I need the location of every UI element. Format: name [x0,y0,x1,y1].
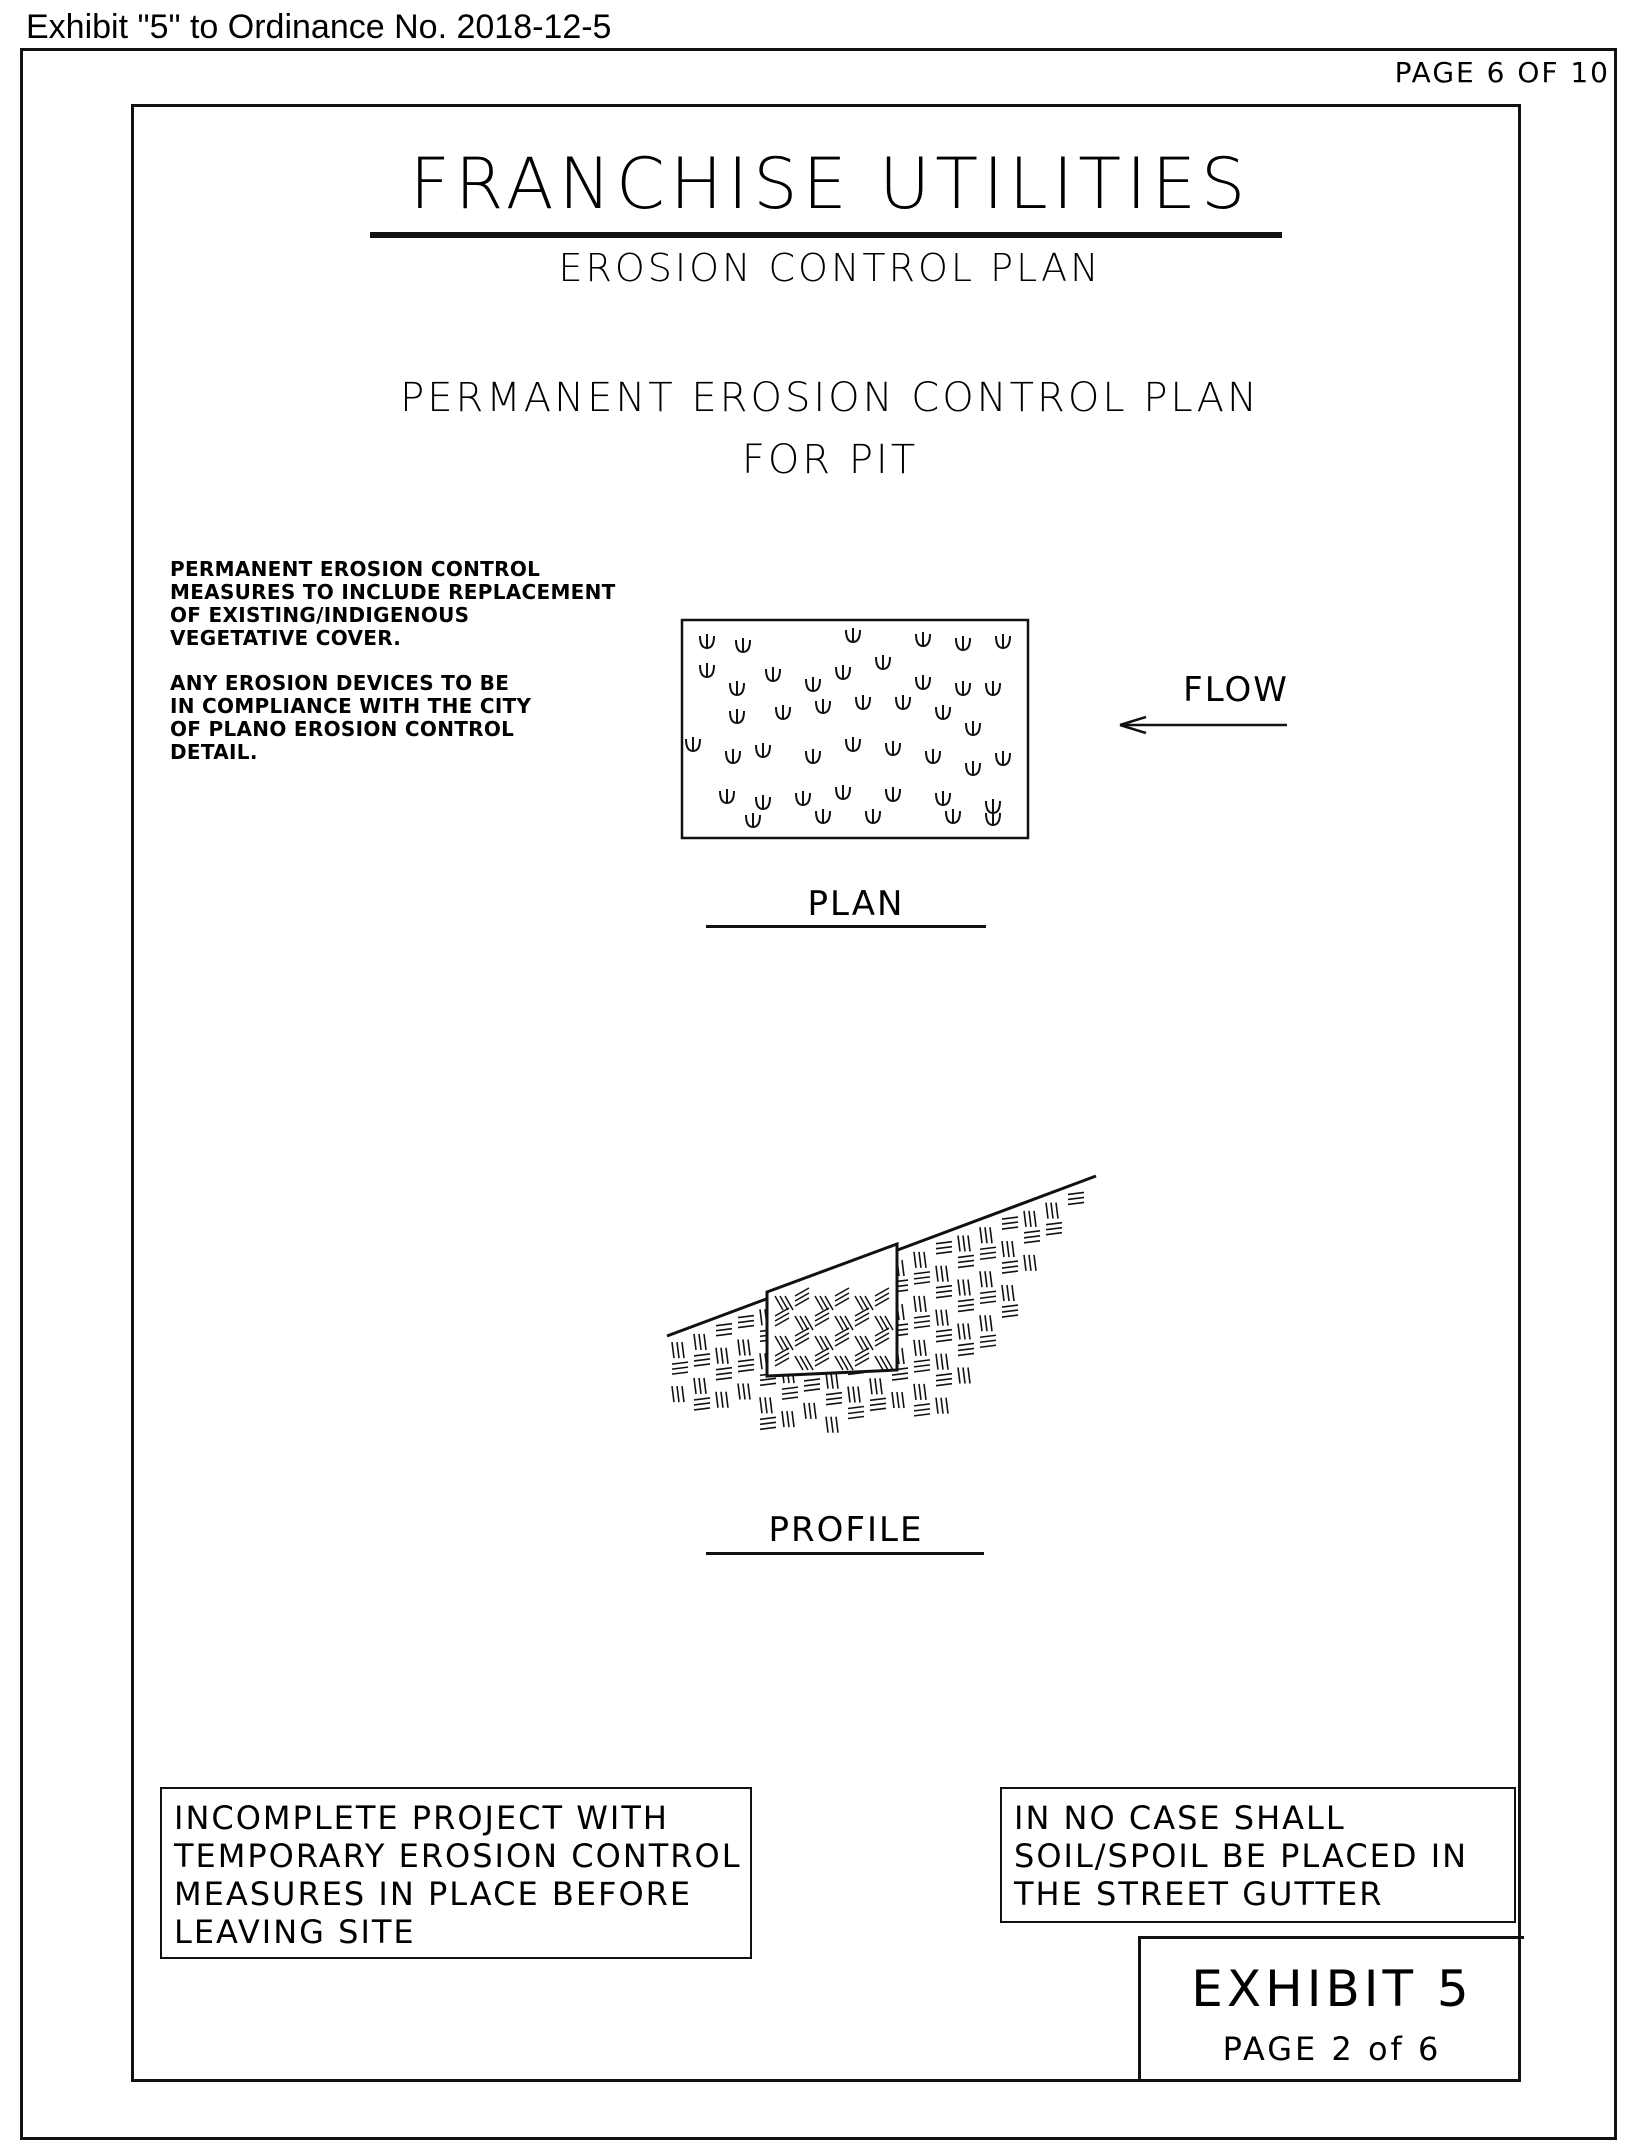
soil-hatch-mark [892,1392,904,1408]
soil-hatch-mark [716,1392,728,1408]
soil-hatch-mark [716,1324,732,1336]
grass-tuft-icon [816,809,830,823]
soil-hatch-mark [760,1417,776,1429]
plan-view-area [682,620,1028,838]
grass-tuft-icon [986,681,1000,695]
soil-hatch-mark [914,1340,926,1356]
soil-hatch-mark [1046,1223,1062,1235]
soil-hatch-mark [1002,1261,1018,1273]
soil-hatch-mark [826,1373,838,1389]
grass-tuft-icon [966,761,980,775]
soil-hatch-mark [914,1316,930,1328]
note-line: THE STREET GUTTER [1014,1875,1384,1913]
soil-hatch-mark [936,1310,948,1326]
soil-hatch-mark [914,1404,930,1416]
soil-hatch-mark [870,1378,882,1394]
soil-hatch-mark [782,1411,794,1427]
soil-hatch-mark [936,1242,952,1254]
grass-tuft-icon [916,675,930,689]
soil-hatch-mark [980,1227,992,1243]
soil-hatch-mark [958,1235,970,1251]
soil-hatch-mark [870,1398,886,1410]
soil-hatch-mark [936,1330,952,1342]
soil-hatch-mark [936,1286,952,1298]
arrow-left-icon [1120,717,1287,733]
soil-hatch-mark [1002,1285,1014,1301]
soil-hatch-mark [848,1406,864,1418]
grass-tuft-icon [956,636,970,650]
note-line: OF EXISTING/INDIGENOUS [170,603,470,627]
page-number: PAGE 6 OF 10 [1394,56,1610,89]
note-line: PERMANENT EROSION CONTROL [170,557,541,581]
flow-label: FLOW [1183,670,1289,710]
soil-hatch-mark [804,1379,820,1391]
profile-label: PROFILE [768,1510,924,1550]
grass-tuft-icon [956,681,970,695]
soil-hatch-mark [914,1272,930,1284]
soil-hatch-mark [694,1354,710,1366]
grass-tuft-icon [966,721,980,735]
soil-hatch-mark [826,1417,838,1433]
note-line: IN COMPLIANCE WITH THE CITY [170,694,532,718]
grass-tuft-icon [936,791,950,805]
soil-hatch-mark [1024,1231,1040,1243]
grass-tuft-icon [846,737,860,751]
exhibit-caption: Exhibit "5" to Ordinance No. 2018-12-5 [26,8,612,46]
soil-hatch-mark [738,1384,750,1400]
grass-tuft-icon [766,667,780,681]
note-line: IN NO CASE SHALL [1014,1799,1346,1837]
note-line: OF PLANO EROSION CONTROL [170,717,515,741]
vegetation-symbols [686,628,1010,827]
note-line: LEAVING SITE [174,1913,416,1951]
grass-tuft-icon [896,695,910,709]
sheet-subtitle: EROSION CONTROL PLAN [558,246,1102,290]
incomplete-project-note [160,1787,752,1959]
plan-title-line1: PERMANENT EROSION CONTROL PLAN [400,375,1260,421]
soil-hatch-mark [716,1348,728,1364]
grass-tuft-icon [700,663,714,677]
grass-tuft-icon [806,677,820,691]
soil-hatch-mark [936,1354,948,1370]
soil-hatch-mark [1024,1255,1036,1271]
grass-tuft-icon [736,638,750,652]
soil-hatch-mark [738,1340,750,1356]
grass-tuft-icon [986,799,1000,813]
note-line: MEASURES IN PLACE BEFORE [174,1875,693,1913]
grass-tuft-icon [700,634,714,648]
soil-hatch-mark [672,1386,684,1402]
note-line: SOIL/SPOIL BE PLACED IN [1014,1837,1469,1875]
soil-hatch-mark [914,1360,930,1372]
no-soil-note [1000,1787,1516,1923]
soil-hatch-mark [914,1384,926,1400]
soil-hatch-mark [914,1296,926,1312]
grass-tuft-icon [886,787,900,801]
grass-tuft-icon [836,785,850,799]
soil-hatch-mark [958,1323,970,1339]
soil-hatch-mark [672,1362,688,1374]
soil-hatch-mark [936,1374,952,1386]
profile-label-underline [706,1552,984,1555]
soil-hatch-mark [782,1387,798,1399]
note-line: TEMPORARY EROSION CONTROL [174,1837,742,1875]
soil-hatch-mark [1024,1211,1036,1227]
soil-hatch-mark [980,1315,992,1331]
soil-hatch-mark [936,1398,948,1414]
plan-label-underline [706,925,986,928]
grass-tuft-icon [856,695,870,709]
note-line: ANY EROSION DEVICES TO BE [170,671,510,695]
soil-hatch-mark [1002,1217,1018,1229]
soil-hatch-mark [1046,1203,1058,1219]
grass-tuft-icon [886,741,900,755]
grass-tuft-icon [936,705,950,719]
soil-hatch-mark [738,1316,754,1328]
soil-hatch-mark [694,1398,710,1410]
soil-hatch-mark [958,1299,974,1311]
grass-tuft-icon [726,749,740,763]
sheet-title: FRANCHISE UTILITIES [409,143,1251,225]
plan-label: PLAN [807,884,905,924]
soil-hatch-mark [936,1266,948,1282]
soil-hatch-mark [848,1386,860,1402]
soil-hatch-mark [716,1368,732,1380]
grass-tuft-icon [866,809,880,823]
grass-tuft-icon [846,628,860,642]
grass-tuft-icon [756,795,770,809]
grass-tuft-icon [876,655,890,669]
grass-tuft-icon [720,789,734,803]
grass-tuft-icon [730,709,744,723]
soil-hatch-mark [804,1403,816,1419]
soil-hatch-mark [914,1252,926,1268]
soil-hatch-mark [738,1360,754,1372]
grass-tuft-icon [926,749,940,763]
soil-hatch-mark [672,1342,684,1358]
grass-tuft-icon [986,811,1000,825]
grass-tuft-icon [686,737,700,751]
grass-tuft-icon [756,743,770,757]
soil-hatch-mark [980,1291,996,1303]
grass-tuft-icon [816,699,830,713]
soil-hatch-mark [760,1397,772,1413]
soil-hatch-mark [980,1247,996,1259]
soil-hatch-mark [1068,1192,1084,1204]
soil-hatch-mark [958,1255,974,1267]
soil-hatch-mark [1002,1305,1018,1317]
grass-tuft-icon [806,749,820,763]
exhibit-page: PAGE 2 of 6 [1222,2030,1442,2068]
note-line: INCOMPLETE PROJECT WITH [174,1799,669,1837]
grass-tuft-icon [916,632,930,646]
grass-tuft-icon [996,751,1010,765]
soil-hatch-mark [694,1334,706,1350]
note-line: MEASURES TO INCLUDE REPLACEMENT [170,580,616,604]
profile-section [667,1176,1096,1433]
grass-tuft-icon [730,681,744,695]
grass-tuft-icon [996,634,1010,648]
grass-tuft-icon [836,665,850,679]
grass-tuft-icon [946,809,960,823]
soil-hatch-mark [980,1271,992,1287]
grass-tuft-icon [796,791,810,805]
soil-hatch-mark [826,1393,842,1405]
grass-tuft-icon [776,705,790,719]
soil-hatch-mark [958,1279,970,1295]
soil-hatch-mark [958,1343,974,1355]
soil-hatch-mark [1002,1241,1014,1257]
note-line: DETAIL. [170,740,258,764]
grass-tuft-icon [746,813,760,827]
note-line: VEGETATIVE COVER. [170,626,402,650]
exhibit-title: EXHIBIT 5 [1191,1960,1473,2018]
soil-hatch-mark [980,1335,996,1347]
soil-hatch-mark [694,1378,706,1394]
soil-hatch-mark [958,1367,970,1383]
plan-title-line2: FOR PIT [741,437,919,483]
